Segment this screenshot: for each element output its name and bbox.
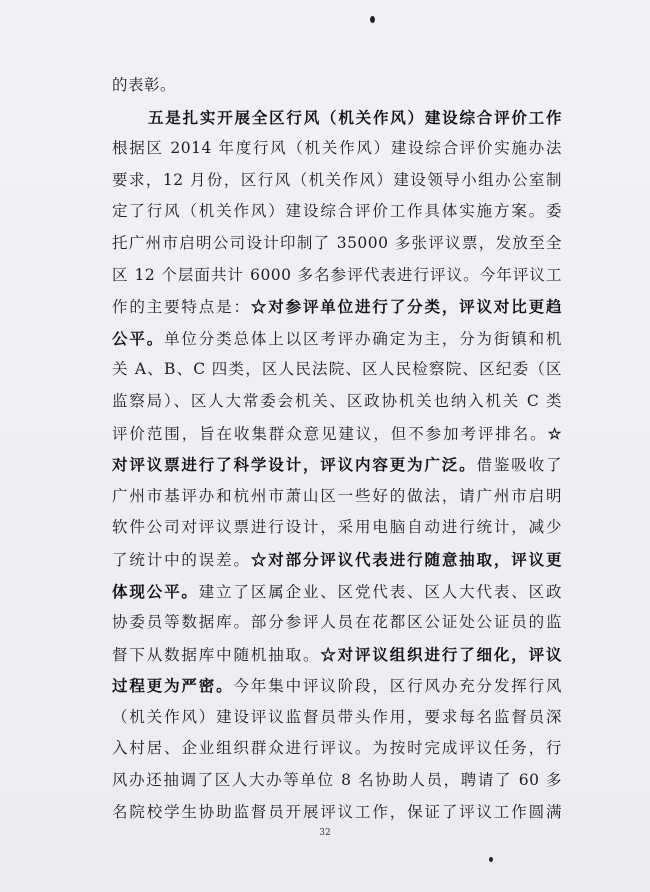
- text-line: 过程更为严密。今年集中评议阶段，区行风办充分发挥行风: [112, 676, 562, 696]
- text-line: 区 12 个层面共计 6000 多名参评代表进行评议。今年评议工: [112, 265, 562, 284]
- text-line: 定了行风（机关作风）建设综合评价工作具体实施方案。委: [112, 202, 562, 221]
- text-line: 对评议票进行了科学设计，评议内容更为广泛。借鉴吸收了: [112, 455, 562, 475]
- highlight-point: 体现公平。: [112, 581, 199, 601]
- highlight-point: ☆对参评单位进行了分类，评议对比更趋: [250, 297, 562, 317]
- highlight-point: ☆: [547, 423, 562, 443]
- text-line: 监察局）、区人大常委会机关、区政协机关也纳入机关 C 类: [112, 391, 562, 410]
- text-line: 广州市基评办和杭州市萧山区一些好的做法，请广州市启明: [112, 486, 562, 505]
- text-line: 督下从数据库中随机抽取。☆对评议组织进行了细化，评议: [112, 644, 562, 664]
- highlight-point: ☆对部分评议代表进行随意抽取，评议更: [250, 549, 562, 569]
- text-line: 公平。单位分类总体上以区考评办确定为主，分为街镇和机: [112, 328, 562, 348]
- body-text: [112, 70, 562, 828]
- page-number: 32: [319, 828, 331, 838]
- text-line: 评价范围，旨在收集群众意见建议，但不参加考评排名。☆: [112, 423, 562, 443]
- text-line: 作的主要特点是：☆对参评单位进行了分类，评议对比更趋: [112, 297, 562, 317]
- highlight-point: 过程更为严密。: [112, 676, 234, 696]
- text-line: 体现公平。建立了区属企业、区党代表、区人大代表、区政: [112, 581, 562, 601]
- text-line: 入村居、企业组织群众进行评议。为按时完成评议任务，行: [112, 739, 562, 758]
- text-line: （机关作风）建设评议监督员带头作用，要求每名监督员深: [112, 707, 562, 726]
- highlight-point: ☆对评议组织进行了细化，评议: [320, 644, 562, 664]
- scan-speck: [370, 16, 375, 23]
- text-line: 了统计中的误差。☆对部分评议代表进行随意抽取，评议更: [112, 549, 562, 569]
- text-line: 名院校学生协助监督员开展评议工作，保证了评议工作圆满: [112, 802, 562, 821]
- highlight-point: 对评议票进行了科学设计，评议内容更为广泛。: [112, 455, 477, 475]
- text-line: 的表彰。: [112, 76, 177, 94]
- text-line: 关 A、B、C 四类，区人民法院、区人民检察院、区纪委（区: [112, 360, 562, 379]
- text-line: 要求，12 月份，区行风（机关作风）建设领导小组办公室制: [112, 170, 562, 189]
- text-line: 根据区 2014 年度行风（机关作风）建设综合评价实施办法: [112, 139, 562, 158]
- text-line: 协委员等数据库。部分参评人员在花都区公证处公证员的监: [112, 613, 562, 632]
- text-line: 风办还抽调了区人大办等单位 8 名协助人员，聘请了 60 多: [112, 771, 562, 790]
- text-line: 托广州市启明公司设计印制了 35000 多张评议票，发放至全: [112, 233, 562, 252]
- section-heading: 五是扎实开展全区行风（机关作风）建设综合评价工作: [148, 107, 562, 127]
- scan-speck: [489, 857, 493, 862]
- text-line: 软件公司对评议票进行设计，采用电脑自动进行统计，减少: [112, 518, 562, 537]
- highlight-point: 公平。: [112, 328, 165, 348]
